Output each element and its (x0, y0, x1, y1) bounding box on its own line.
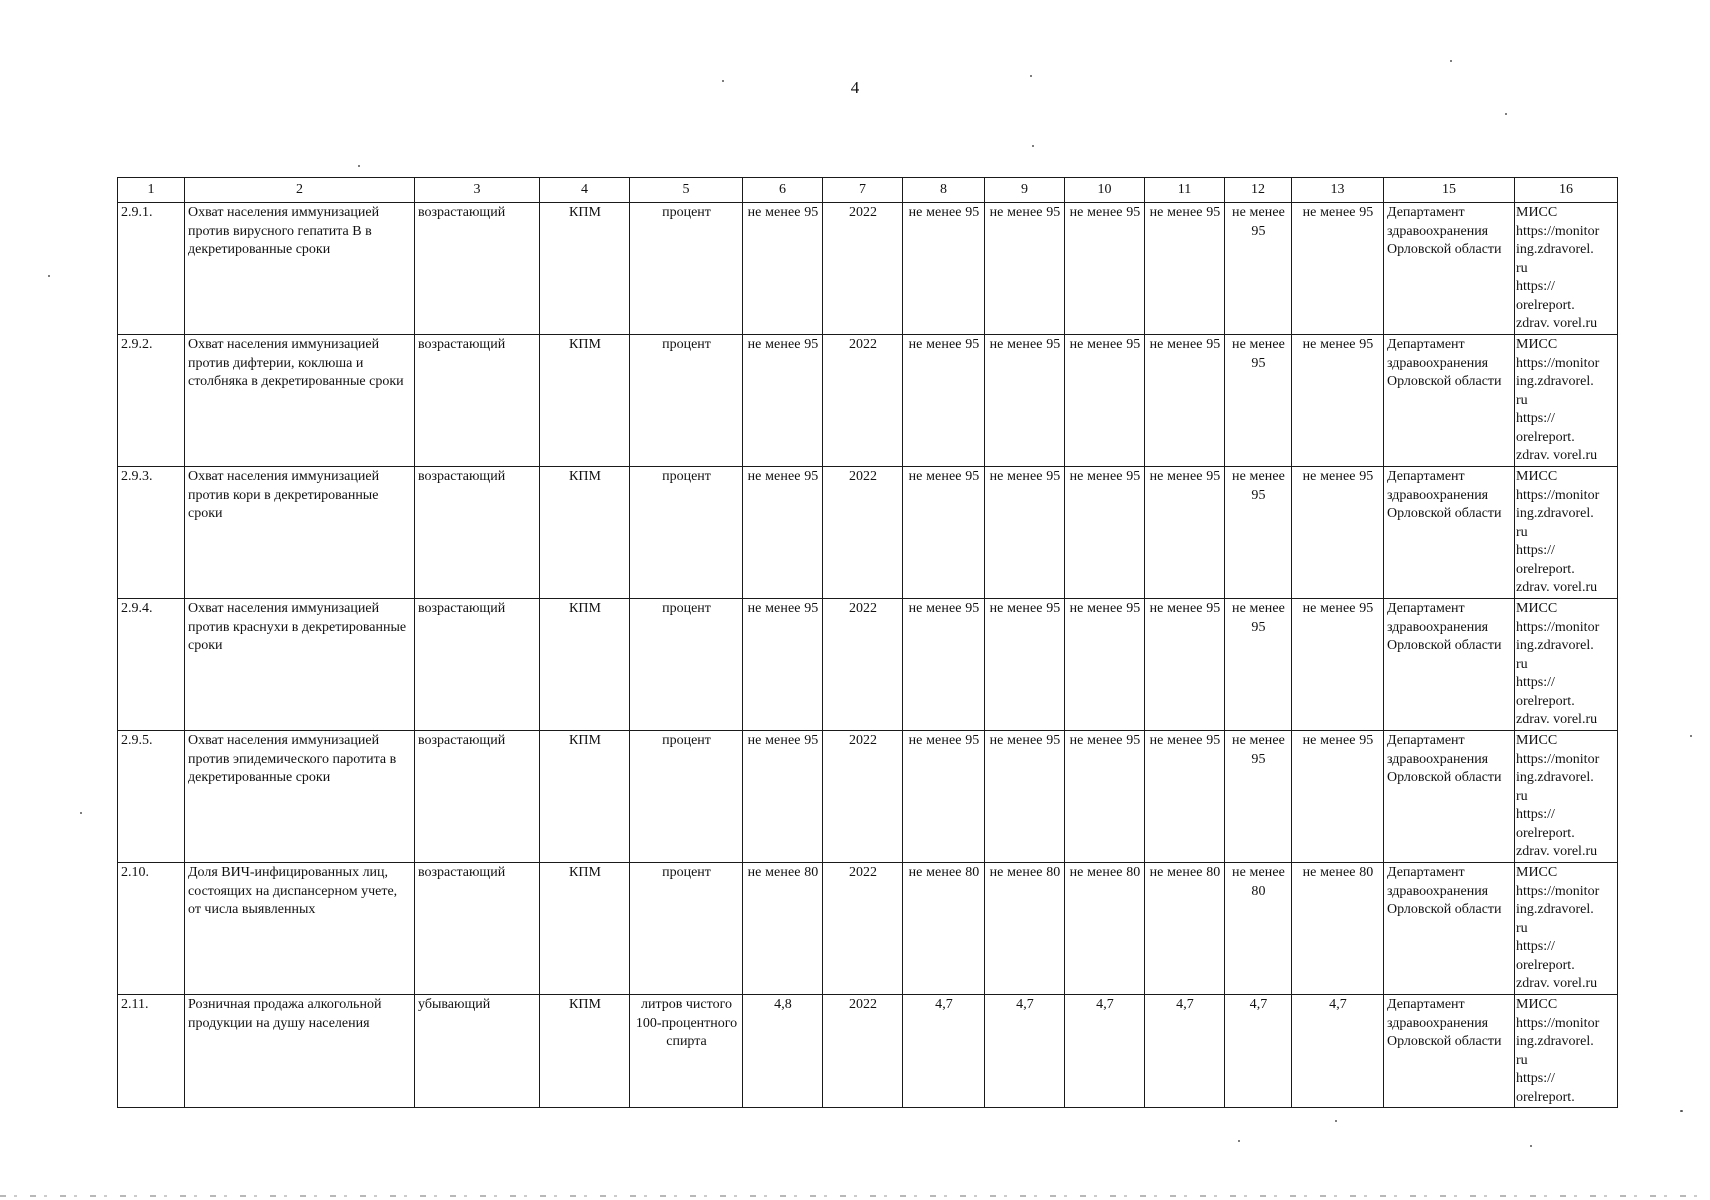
source-line: zdrav. vorel.ru (1516, 976, 1598, 991)
unit: процент (630, 335, 743, 467)
unit: процент (630, 731, 743, 863)
source-line: https:// (1516, 807, 1555, 822)
indicator-name: Охват населения иммунизацией против эпидемического паротита в декретированные сроки (185, 731, 415, 863)
source-line: МИСС (1516, 733, 1558, 748)
row-number: 2.9.3. (118, 467, 185, 599)
source-line: https://monitor (1516, 487, 1600, 503)
source-line: orelreport. (1516, 429, 1575, 445)
target-value: не менее 95 (1292, 335, 1384, 467)
row-number: 2.10. (118, 863, 185, 995)
target-value: не менее 95 (1225, 599, 1292, 731)
source-line: orelreport. (1516, 693, 1575, 709)
indicator-type: КПМ (540, 467, 630, 599)
source-line: https:// (1516, 411, 1555, 426)
scan-speck (1690, 735, 1692, 737)
source-line: МИСС (1516, 865, 1558, 880)
base-year: 2022 (823, 995, 903, 1108)
source-line: orelreport. (1516, 957, 1575, 973)
trend: возрастающий (415, 467, 540, 599)
data-source (1515, 863, 1618, 995)
data-source (1515, 995, 1618, 1108)
target-value: не менее 95 (1225, 731, 1292, 863)
target-value: не менее 95 (1292, 599, 1384, 731)
trend: возрастающий (415, 863, 540, 995)
target-value: не менее 95 (985, 467, 1065, 599)
responsible: Департамент здравоохранения Орловской области (1384, 731, 1515, 863)
table-row (118, 467, 1618, 599)
source-line: ing.zdravorel. (1516, 1034, 1594, 1049)
source-line: https://monitor (1516, 223, 1600, 239)
target-value: не менее 80 (985, 863, 1065, 995)
data-source (1515, 203, 1618, 335)
data-source (1515, 335, 1618, 467)
data-source (1515, 731, 1618, 863)
header-cell: 16 (1515, 178, 1618, 203)
target-value: не менее 80 (1292, 863, 1384, 995)
source-line: https://monitor (1516, 355, 1600, 371)
source-line: zdrav. vorel.ru (1516, 712, 1598, 727)
source-line: https:// (1516, 675, 1555, 690)
target-value: не менее 95 (1225, 203, 1292, 335)
header-cell: 10 (1065, 178, 1145, 203)
source-line: orelreport. (1516, 561, 1575, 577)
scan-speck (48, 275, 50, 277)
responsible: Департамент здравоохранения Орловской области (1384, 203, 1515, 335)
target-value: не менее 95 (903, 731, 985, 863)
scan-speck (1238, 1140, 1240, 1142)
header-cell: 7 (823, 178, 903, 203)
header-cell: 12 (1225, 178, 1292, 203)
source-line: ing.zdravorel. (1516, 770, 1594, 785)
base-value: не менее 80 (743, 863, 823, 995)
trend: возрастающий (415, 599, 540, 731)
unit: процент (630, 863, 743, 995)
source-line: https://monitor (1516, 619, 1600, 635)
header-cell: 1 (118, 178, 185, 203)
target-value: не менее 95 (1145, 467, 1225, 599)
target-value: не менее 80 (1225, 863, 1292, 995)
target-value: не менее 95 (903, 467, 985, 599)
target-value: не менее 95 (985, 203, 1065, 335)
target-value: не менее 95 (1292, 203, 1384, 335)
source-line: ing.zdravorel. (1516, 374, 1594, 389)
base-value: не менее 95 (743, 599, 823, 731)
unit: литров чистого 100-процентного спирта (630, 995, 743, 1108)
source-line: zdrav. vorel.ru (1516, 448, 1598, 463)
target-value: не менее 95 (903, 203, 985, 335)
indicator-type: КПМ (540, 203, 630, 335)
row-number: 2.11. (118, 995, 185, 1108)
target-value: не менее 95 (1145, 335, 1225, 467)
target-value: не менее 95 (985, 599, 1065, 731)
source-line: https:// (1516, 1071, 1555, 1086)
source-line: ru (1516, 656, 1528, 672)
table-row (118, 203, 1618, 335)
base-value: не менее 95 (743, 203, 823, 335)
header-cell: 4 (540, 178, 630, 203)
row-number: 2.9.4. (118, 599, 185, 731)
indicators-table (117, 177, 1618, 1108)
scan-speck (1505, 113, 1507, 115)
target-value: не менее 95 (1065, 335, 1145, 467)
trend: убывающий (415, 995, 540, 1108)
base-value: 4,8 (743, 995, 823, 1108)
base-value: не менее 95 (743, 731, 823, 863)
unit: процент (630, 203, 743, 335)
responsible: Департамент здравоохранения Орловской области (1384, 599, 1515, 731)
table-row (118, 731, 1618, 863)
source-line: ru (1516, 524, 1528, 540)
source-line: МИСС (1516, 997, 1558, 1012)
responsible: Департамент здравоохранения Орловской области (1384, 863, 1515, 995)
scan-speck (1680, 1110, 1683, 1112)
base-value: не менее 95 (743, 335, 823, 467)
scan-speck (1032, 145, 1034, 147)
page-number: 4 (850, 78, 860, 97)
trend: возрастающий (415, 203, 540, 335)
target-value: не менее 95 (1145, 731, 1225, 863)
target-value: 4,7 (1292, 995, 1384, 1108)
indicator-type: КПМ (540, 995, 630, 1108)
target-value: не менее 95 (1292, 467, 1384, 599)
header-row (118, 178, 1618, 203)
indicator-name: Охват населения иммунизацией против кори в декретированные сроки (185, 467, 415, 599)
indicator-name: Доля ВИЧ-инфицированных лиц, состоящих на диспансерном учете, от числа выявленных (185, 863, 415, 995)
source-line: https:// (1516, 543, 1555, 558)
target-value: не менее 95 (985, 335, 1065, 467)
trend: возрастающий (415, 335, 540, 467)
header-cell: 3 (415, 178, 540, 203)
row-number: 2.9.5. (118, 731, 185, 863)
source-line: https://monitor (1516, 751, 1600, 767)
header-cell: 8 (903, 178, 985, 203)
target-value: не менее 95 (903, 335, 985, 467)
source-line: orelreport. (1516, 1089, 1575, 1105)
data-source (1515, 599, 1618, 731)
target-value: не менее 95 (903, 599, 985, 731)
source-line: zdrav. vorel.ru (1516, 580, 1598, 595)
indicator-type: КПМ (540, 335, 630, 467)
responsible: Департамент здравоохранения Орловской области (1384, 995, 1515, 1108)
target-value: 4,7 (1145, 995, 1225, 1108)
responsible: Департамент здравоохранения Орловской области (1384, 335, 1515, 467)
header-cell: 9 (985, 178, 1065, 203)
base-year: 2022 (823, 731, 903, 863)
indicator-name: Розничная продажа алкогольной продукции на душу населения (185, 995, 415, 1108)
header-cell: 13 (1292, 178, 1384, 203)
target-value: не менее 95 (1145, 599, 1225, 731)
target-value: 4,7 (903, 995, 985, 1108)
header-cell: 2 (185, 178, 415, 203)
unit: процент (630, 599, 743, 731)
source-line: https://monitor (1516, 883, 1600, 899)
table-row (118, 335, 1618, 467)
data-source (1515, 467, 1618, 599)
source-line: ing.zdravorel. (1516, 506, 1594, 521)
table-row (118, 863, 1618, 995)
indicator-name: Охват населения иммунизацией против краснухи в декретированные сроки (185, 599, 415, 731)
source-line: ing.zdravorel. (1516, 902, 1594, 917)
base-year: 2022 (823, 335, 903, 467)
header-cell: 6 (743, 178, 823, 203)
indicator-type: КПМ (540, 599, 630, 731)
indicator-name: Охват населения иммунизацией против дифтерии, коклюша и столбняка в декретированные сроки (185, 335, 415, 467)
target-value: не менее 80 (903, 863, 985, 995)
row-number: 2.9.1. (118, 203, 185, 335)
source-line: zdrav. vorel.ru (1516, 316, 1598, 331)
target-value: не менее 95 (1292, 731, 1384, 863)
trend: возрастающий (415, 731, 540, 863)
header-cell: 11 (1145, 178, 1225, 203)
indicator-type: КПМ (540, 863, 630, 995)
source-line: ing.zdravorel. (1516, 638, 1594, 653)
target-value: не менее 95 (1065, 731, 1145, 863)
scan-speck (1450, 60, 1452, 62)
base-value: не менее 95 (743, 467, 823, 599)
indicator-type: КПМ (540, 731, 630, 863)
source-line: ru (1516, 392, 1528, 408)
source-line: https://monitor (1516, 1015, 1600, 1031)
table-row (118, 995, 1618, 1108)
target-value: 4,7 (985, 995, 1065, 1108)
source-line: МИСС (1516, 205, 1558, 220)
target-value: не менее 95 (1065, 467, 1145, 599)
header-cell: 5 (630, 178, 743, 203)
source-line: ru (1516, 1052, 1528, 1068)
scan-speck (80, 812, 82, 814)
scan-speck (358, 165, 360, 167)
source-line: orelreport. (1516, 297, 1575, 313)
header-cell: 15 (1384, 178, 1515, 203)
scan-speck (1030, 75, 1032, 77)
table-row (118, 599, 1618, 731)
target-value: не менее 95 (1065, 599, 1145, 731)
source-line: МИСС (1516, 469, 1558, 484)
source-line: zdrav. vorel.ru (1516, 844, 1598, 859)
source-line: ing.zdravorel. (1516, 242, 1594, 257)
scan-edge-noise (0, 1195, 1710, 1197)
target-value: 4,7 (1065, 995, 1145, 1108)
base-year: 2022 (823, 467, 903, 599)
base-year: 2022 (823, 863, 903, 995)
source-line: https:// (1516, 939, 1555, 954)
target-value: не менее 80 (1065, 863, 1145, 995)
source-line: orelreport. (1516, 825, 1575, 841)
unit: процент (630, 467, 743, 599)
source-line: ru (1516, 260, 1528, 276)
target-value: не менее 95 (1225, 467, 1292, 599)
indicator-name: Охват населения иммунизацией против вирусного гепатита В в декретированные сроки (185, 203, 415, 335)
source-line: ru (1516, 920, 1528, 936)
target-value: не менее 95 (1145, 203, 1225, 335)
source-line: https:// (1516, 279, 1555, 294)
scan-speck (1530, 1145, 1532, 1147)
source-line: ru (1516, 788, 1528, 804)
base-year: 2022 (823, 599, 903, 731)
target-value: не менее 95 (985, 731, 1065, 863)
target-value: 4,7 (1225, 995, 1292, 1108)
target-value: не менее 80 (1145, 863, 1225, 995)
scan-speck (1335, 1120, 1337, 1122)
target-value: не менее 95 (1225, 335, 1292, 467)
responsible: Департамент здравоохранения Орловской области (1384, 467, 1515, 599)
source-line: МИСС (1516, 601, 1558, 616)
target-value: не менее 95 (1065, 203, 1145, 335)
base-year: 2022 (823, 203, 903, 335)
source-line: МИСС (1516, 337, 1558, 352)
row-number: 2.9.2. (118, 335, 185, 467)
scan-speck (722, 80, 724, 82)
